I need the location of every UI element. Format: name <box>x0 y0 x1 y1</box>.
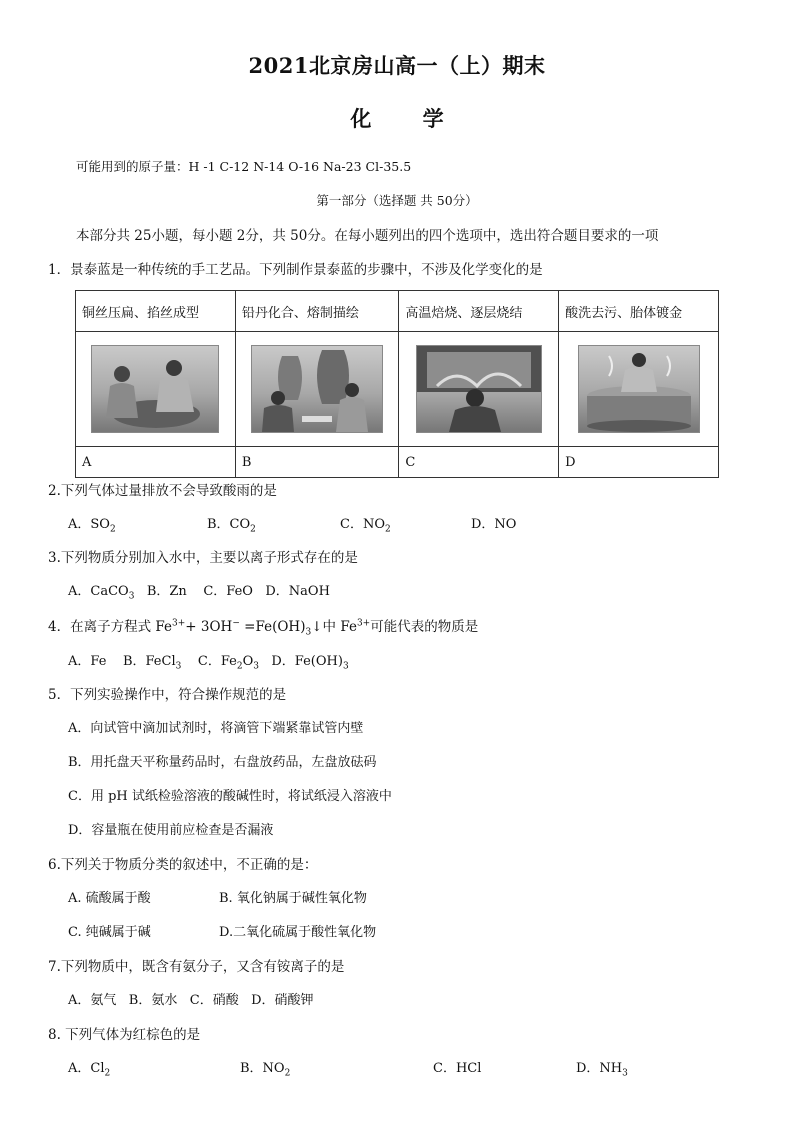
question-3-stem: 3.下列物质分别加入水中，主要以离子形式存在的是 <box>48 550 358 566</box>
q8-option-b: B．$NO_2$ <box>240 1061 291 1079</box>
q2-option-a: A．$SO_2$ <box>68 517 116 535</box>
image-cell-d <box>559 332 719 447</box>
q7-option-d: D．硝酸钾 <box>251 993 314 1008</box>
subject-char-right: 学 <box>422 106 444 131</box>
illustration-firing <box>416 345 542 433</box>
subject-title <box>0 103 794 133</box>
step-cell-d: 酸洗去污、胎体镀金 <box>559 291 719 332</box>
q5-option-d: D．容量瓶在使用前应检查是否漏液 <box>68 823 274 838</box>
subject-char-left: 化 <box>350 106 372 131</box>
label-cell-b: B <box>235 447 399 478</box>
question-2-stem: 2.下列气体过量排放不会导致酸雨的是 <box>48 483 277 499</box>
q5-option-c: C．用 pH 试纸检验溶液的酸碱性时，将试纸浸入溶液中 <box>68 789 392 804</box>
step-cell-c: 高温焙烧、逐层烧结 <box>399 291 559 332</box>
question-4-stem: 4．在离子方程式 $Fe^{3+}+ 3OH^-$ $=Fe(OH)_3↓$中 $Fe^{3+}$可能代表的物质是 <box>48 618 479 638</box>
question-8-stem: 8. 下列气体为红棕色的是 <box>48 1027 201 1043</box>
atomic-masses: 可能用到的原子量：H -1 C-12 N-14 O-16 Na-23 Cl-35.5 <box>76 159 412 174</box>
q3-options <box>68 580 330 602</box>
q8-option-d: D．$NH_3$ <box>576 1061 628 1079</box>
q2-option-d: D．NO <box>471 517 517 532</box>
image-cell-a <box>76 332 236 447</box>
q5-option-b: B．用托盘天平称量药品时，右盘放药品，左盘放砝码 <box>68 755 377 770</box>
q4-option-d: D．$Fe(OH)_3$ <box>271 654 349 672</box>
q4-options <box>68 650 349 672</box>
question-7-stem: 7.下列物质中，既含有氨分子，又含有铵离子的是 <box>48 959 345 975</box>
label-cell-c: C <box>399 447 559 478</box>
image-cell-c <box>399 332 559 447</box>
illustration-wire-shaping <box>91 345 219 433</box>
label-cell-a: A <box>76 447 236 478</box>
step-cell-b: 铅丹化合、熔制描绘 <box>235 291 399 332</box>
q4-option-b: B．FeCl$_3$ <box>122 654 182 672</box>
q7-options <box>68 989 314 1008</box>
question-6-stem: 6.下列关于物质分类的叙述中，不正确的是： <box>48 857 318 873</box>
q3-option-a: A．CaCO$_3$ <box>68 584 135 602</box>
question-5-stem: 5．下列实验操作中，符合操作规范的是 <box>48 687 287 703</box>
q7-option-a: A．氨气 <box>68 993 117 1008</box>
q3-option-b: B．Zn <box>146 584 187 599</box>
q2-option-c: C．$NO_2$ <box>340 517 391 535</box>
q5-option-a: A．向试管中滴加试剂时，将滴管下端紧靠试管内壁 <box>68 721 364 736</box>
q8-option-c: C．HCl <box>433 1061 482 1076</box>
part1-instruction: 本部分共 25小题，每小题 2分，共 50分。在每小题列出的四个选项中，选出符合题目要求的一项 <box>76 228 659 244</box>
page-title: 2021北京房山高一（上）期末 <box>248 53 546 78</box>
q4-option-a: A．Fe <box>68 654 107 669</box>
q6-option-a: A. 硫酸属于酸 <box>68 891 151 906</box>
label-cell-d: D <box>559 447 719 478</box>
q6-option-d: D.二氧化硫属于酸性氧化物 <box>219 925 377 940</box>
step-cell-a: 铜丝压扁、掐丝成型 <box>76 291 236 332</box>
q3-option-c: C．FeO <box>203 584 253 599</box>
q6-option-b: B. 氧化钠属于碱性氧化物 <box>219 891 367 906</box>
question-1-table <box>75 290 719 478</box>
q2-option-b: B．$CO_2$ <box>207 517 256 535</box>
question-1-stem: 1．景泰蓝是一种传统的手工艺品。下列制作景泰蓝的步骤中，不涉及化学变化的是 <box>48 262 543 278</box>
q8-option-a: A．$Cl_2$ <box>68 1061 111 1079</box>
illustration-acid-washing <box>578 345 700 433</box>
q6-option-c: C. 纯碱属于碱 <box>68 925 151 940</box>
part1-heading: 第一部分（选择题 共 50分） <box>316 193 478 208</box>
q3-option-d: D．NaOH <box>265 584 330 599</box>
q7-option-b: B．氨水 <box>128 993 178 1008</box>
q4-option-c: C．$Fe_2O_3$ <box>197 654 259 672</box>
image-cell-b <box>235 332 399 447</box>
q7-option-c: C．硝酸 <box>189 993 239 1008</box>
illustration-painting <box>251 345 383 433</box>
